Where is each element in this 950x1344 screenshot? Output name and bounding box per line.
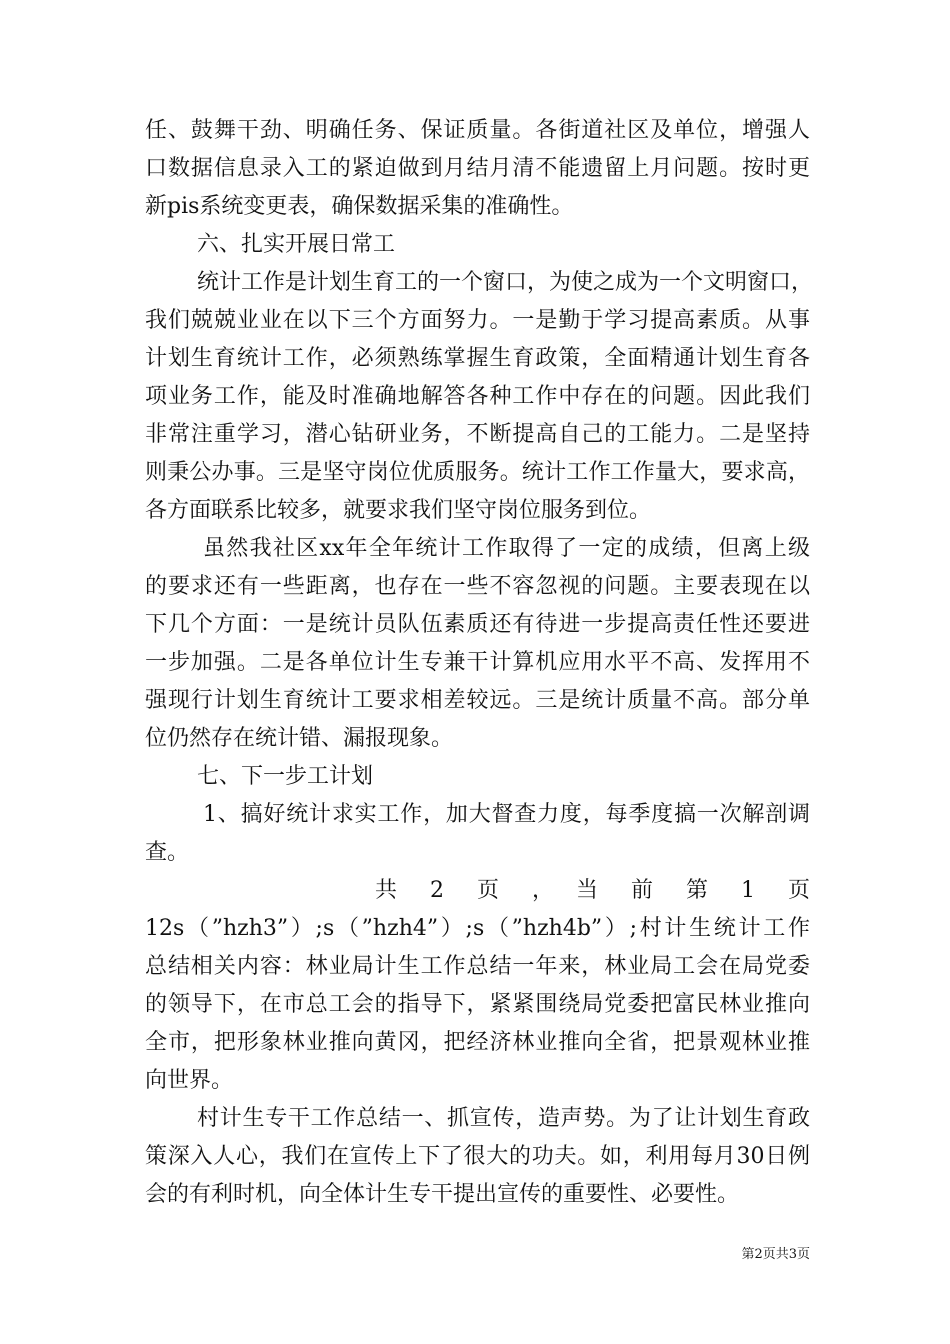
section-heading-seven: 七、下一步工计划: [197, 764, 374, 789]
text-line: 统计工作是计划生育工的一个窗口，为使之成为一个文明窗口，: [197, 270, 814, 295]
text-line: 强现行计划生育统计工要求相差较远。三是统计质量不高。部分单: [145, 688, 810, 713]
text-line: 虽然我社区xx年全年统计工作取得了一定的成绩，但离上级: [203, 536, 810, 561]
text-line: 1、搞好统计求实工作，加大督查力度，每季度搞一次解剖调: [203, 802, 810, 827]
text-line: 位仍然存在统计错、漏报现象。: [145, 726, 454, 751]
text-line: 则秉公办事。三是坚守岗位优质服务。统计工作工作量大，要求高，: [145, 460, 810, 485]
page-count-line: 共 2 页 ， 当 前 第 1 页: [375, 878, 810, 903]
text-line: 的领导下，在市总工会的指导下，紧紧围绕局党委把富民林业推向: [145, 992, 810, 1017]
text-line: 全市，把形象林业推向黄冈，把经济林业推向全省，把景观林业推: [145, 1030, 810, 1055]
text-line: 计划生育统计工作，必须熟练掌握生育政策，全面精通计划生育各: [145, 346, 810, 371]
text-line: 项业务工作，能及时准确地解答各种工作中存在的问题。因此我们: [145, 384, 810, 409]
section-heading-six: 六、扎实开展日常工: [197, 232, 396, 257]
text-line: 的要求还有一些距离，也存在一些不容忽视的问题。主要表现在以: [145, 574, 810, 599]
text-line: 12s（”hzh3”）;s（”hzh4”）;s（”hzh4b”）;村计生统计工作: [145, 916, 810, 941]
text-line: 策深入人心，我们在宣传上下了很大的功夫。如，利用每月30日例: [145, 1144, 810, 1169]
text-line: 一步加强。二是各单位计生专兼干计算机应用水平不高、发挥用不: [145, 650, 810, 675]
text-line: 我们兢兢业业在以下三个方面努力。一是勤于学习提高素质。从事: [145, 308, 810, 333]
text-line: 非常注重学习，潜心钻研业务，不断提高自己的工能力。二是坚持: [145, 422, 810, 447]
text-line: 新pis系统变更表，确保数据采集的准确性。: [145, 194, 574, 219]
text-line: 口数据信息录入工的紧迫做到月结月清不能遗留上月问题。按时更: [145, 156, 810, 181]
text-line: 村计生专干工作总结一、抓宣传，造声势。为了让计划生育政: [197, 1106, 810, 1131]
text-line: 会的有利时机，向全体计生专干提出宣传的重要性、必要性。: [145, 1182, 740, 1207]
text-line: 向世界。: [145, 1068, 234, 1093]
page-footer: 第2页共3页: [741, 1247, 810, 1262]
text-line: 任、鼓舞干劲、明确任务、保证质量。各街道社区及单位，增强人: [145, 118, 810, 143]
text-line: 查。: [145, 840, 190, 865]
text-line: 各方面联系比较多，就要求我们坚守岗位服务到位。: [145, 498, 652, 523]
text-line: 下几个方面：一是统计员队伍素质还有待进一步提高责任性还要进: [145, 612, 810, 637]
text-line: 总结相关内容：林业局计生工作总结一年来，林业局工会在局党委: [145, 954, 810, 979]
